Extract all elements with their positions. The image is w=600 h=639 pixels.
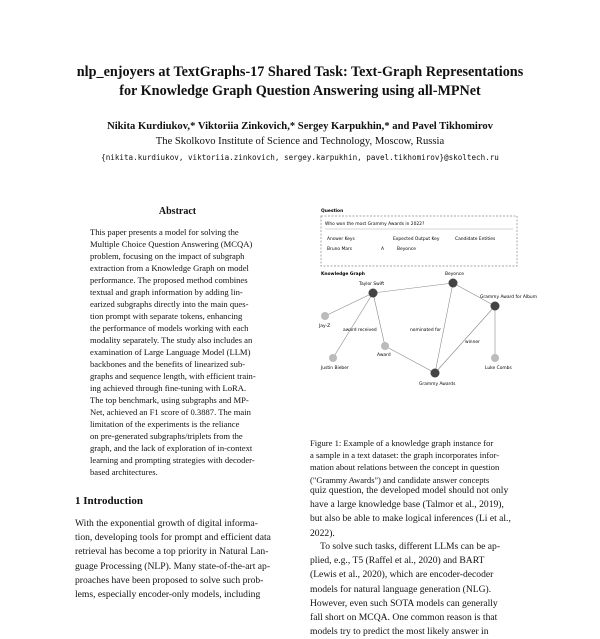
- abstract-line: based architectures.: [90, 467, 158, 477]
- right-para1-line: but also be able to make logical inferences (Li et al.,: [310, 513, 511, 525]
- node-beyonce: [449, 279, 458, 288]
- right-column-para-1: [310, 484, 535, 541]
- caption-line: mation about relations between the concept in question: [310, 462, 500, 473]
- node-luke-combs: [491, 354, 499, 362]
- abstract-line: examination of Large Language Model (LLM): [90, 347, 251, 357]
- right-column-para-2: [310, 540, 535, 639]
- introduction-line: proaches have been proposed to solve such prob-: [75, 574, 264, 586]
- candidate-header: Candidate Entities: [455, 237, 496, 242]
- right-para2-line: However, even such SOTA models can generally: [310, 597, 498, 609]
- abstract-line: limitation of the experiments is the reliance: [90, 419, 240, 429]
- figure-question-label: Question: [321, 209, 344, 214]
- edge-label-award-received: award received: [343, 328, 377, 333]
- right-para2-line: models try to predict the most likely answer in: [310, 626, 489, 638]
- answer-keys-header: Answer Keys: [327, 237, 355, 242]
- figure-1-caption: [310, 437, 530, 486]
- node-label-grammy-awards: Grammy Awards: [419, 382, 456, 387]
- right-para1-line: have a large knowledge base (Talmor et al., 2019),: [310, 499, 504, 511]
- caption-line: ("Grammy Awards") and candidate answer concepts: [310, 474, 490, 485]
- introduction-line: guage Processing (NLP). Many state-of-the-art ap-: [75, 560, 271, 572]
- introduction-line: lems, especially encoder-only models, including: [75, 589, 261, 601]
- abstract-line: backbones and the benefits of linearized sub-: [90, 359, 246, 369]
- section-heading-introduction: 1 Introduction: [75, 495, 143, 507]
- node-label-justin-bieber: Justin Bieber: [321, 366, 349, 371]
- abstract-body: [90, 226, 265, 478]
- right-para2-line: models for natural language generation (NLG).: [310, 583, 492, 595]
- abstract-line: on pre-generated subgraphs/triplets from the: [90, 431, 243, 441]
- edge-label-winner: winner: [465, 340, 480, 345]
- node-label-jay-z: Jay-Z: [319, 324, 331, 329]
- caption-line: a sample in a text dataset: the graph incorporates infor-: [310, 450, 500, 461]
- answer-key-1: Bruno Mars: [327, 247, 353, 252]
- edge-label-nominated: nominated for: [410, 328, 442, 333]
- institution: The Skolkovo Institute of Science and Technology, Moscow, Russia: [155, 136, 445, 147]
- introduction-line: retrieval has become a top priority in Natural Lan-: [75, 546, 269, 558]
- option-a: A: [381, 247, 385, 252]
- abstract-line: The top benchmark, using subgraphs and MP-: [90, 395, 249, 405]
- introduction-line: tion, developing tools for prompt and efficient data: [75, 532, 271, 544]
- edge-8: [385, 346, 435, 373]
- node-label-award: Award: [377, 353, 391, 358]
- node-label-luke-combs: Luke Combs: [485, 366, 512, 371]
- node-label-beyonce: Beyonce: [445, 272, 464, 277]
- paper-title-line-2: for Knowledge Graph Question Answering using all-MPNet: [119, 83, 481, 99]
- node-justin-bieber: [329, 354, 337, 362]
- author-emails: {nikita.kurdiukov, viktoriia.zinkovich, sergey.karpukhin, pavel.tikhomirov}@skoltech.ru: [101, 153, 499, 162]
- expected-key-header: Expected Output Key: [393, 237, 440, 242]
- right-para1-line: 2022).: [310, 527, 335, 539]
- caption-line: Figure 1: Example of a knowledge graph instance for: [310, 438, 494, 448]
- introduction-body: [75, 517, 290, 602]
- figure-1: [315, 203, 537, 436]
- abstract-line: Net, achieved an F1 score of 0.3887. The main: [90, 407, 251, 417]
- abstract-line: performance. The proposed method combines: [90, 275, 248, 285]
- author-list: Nikita Kurdiukov,* Viktoriia Zinkovich,* Sergey Karpukhin,* and Pavel Tikhomirov: [107, 121, 493, 132]
- abstract-line: ing achieved through fine-tuning with LoRA.: [90, 383, 247, 393]
- abstract-line: tion prompt with separate tokens, enhancing: [90, 311, 243, 321]
- abstract-line: textual and graph information by adding lin-: [90, 287, 243, 297]
- right-para2-line: (Lewis et al., 2020), which are encoder-decoder: [310, 569, 494, 581]
- abstract-line: earized subgraphs directly into the main ques-: [90, 299, 249, 309]
- right-para1-line: quiz question, the developed model should not only: [310, 485, 509, 496]
- kg-label: Knowledge Graph: [321, 272, 365, 277]
- abstract-line: problem, focusing on the impact of subgraph: [90, 251, 245, 261]
- node-grammy-awards: [431, 369, 440, 378]
- paper-title-line-1: nlp_enjoyers at TextGraphs-17 Shared Task: Text-Graph Representations: [76, 64, 524, 80]
- abstract-line: graph, and the lack of exploration of in-context: [90, 443, 253, 453]
- abstract-line: graphs and sequence length, with efficient train-: [90, 371, 256, 381]
- right-para2-line: To solve such tasks, different LLMs can be ap-: [320, 541, 501, 552]
- node-grammy-album: [491, 302, 500, 311]
- knowledge-graph-figure: [315, 203, 537, 436]
- abstract-line: Multiple Choice Question Answering (MCQA): [90, 239, 253, 249]
- figure-question-text: Who won the most Grammy Awards in 2022?: [325, 222, 425, 227]
- abstract-line: modality separately. The study also includes an: [90, 335, 253, 345]
- right-para2-line: fall short on MCQA. One common reason is that: [310, 612, 498, 624]
- right-para2-line: plied, e.g., T5 (Raffel et al., 2020) and BART: [310, 555, 485, 567]
- introduction-line: With the exponential growth of digital informa-: [75, 518, 258, 529]
- edge-3: [373, 293, 385, 346]
- node-award: [381, 342, 389, 350]
- abstract-line: learning and prompting strategies with decoder-: [90, 455, 255, 465]
- node-label-grammy-album: Grammy Award for Album: [480, 295, 537, 300]
- abstract-heading: Abstract: [158, 206, 197, 217]
- node-jay-z: [321, 312, 329, 320]
- node-label-taylor-swift: Taylor Swift: [359, 282, 385, 287]
- option-b: Beyonce: [397, 247, 416, 252]
- abstract-line: This paper presents a model for solving the: [90, 227, 239, 237]
- edge-1: [373, 283, 453, 293]
- abstract-line: the performance of models working with each: [90, 323, 249, 333]
- abstract-line: extraction from a Knowledge Graph on model: [90, 263, 249, 273]
- node-taylor-swift: [369, 289, 378, 298]
